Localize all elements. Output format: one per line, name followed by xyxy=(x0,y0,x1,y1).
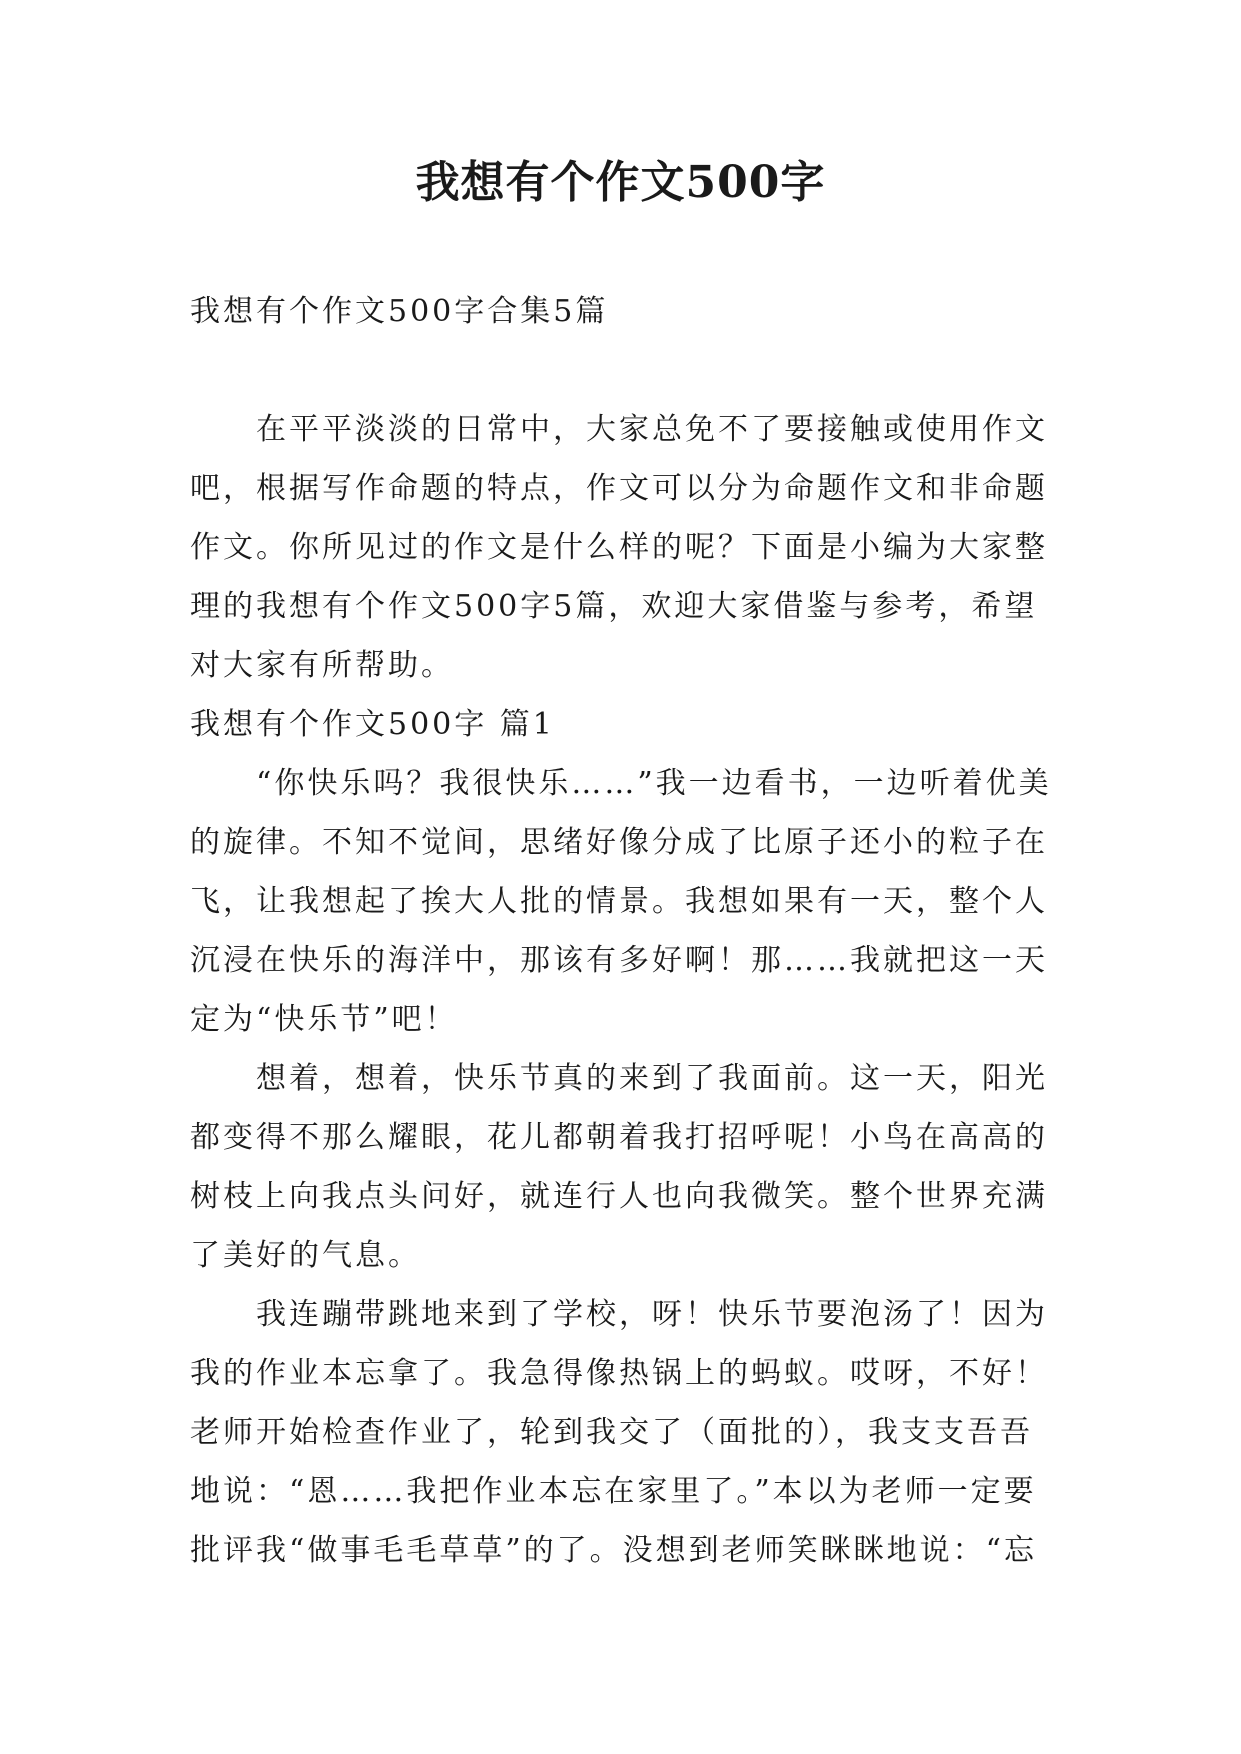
document-body xyxy=(190,282,1060,1580)
body-paragraph: 我连蹦带跳地来到了学校，呀！快乐节要泡汤了！因为我的作业本忘拿了。我急得像热锅上的蚂蚁。哎呀，不好！老师开始检查作业了，轮到我交了（面批的），我支支吾吾地说：“恩……我把作业本忘在家里了。”本以为老师一定要批评我“做事毛毛草草”的了。没想到老师笑眯眯地说：“忘 xyxy=(190,1297,1048,1568)
body-paragraph: 想着，想着，快乐节真的来到了我面前。这一天，阳光都变得不那么耀眼，花儿都朝着我打招呼呢！小鸟在高高的树枝上向我点头问好，就连行人也向我微笑。整个世界充满了美好的气息。 xyxy=(190,1061,1048,1273)
document-subtitle: 我想有个作文500字合集5篇 xyxy=(190,294,609,329)
intro-paragraph: 在平平淡淡的日常中，大家总免不了要接触或使用作文吧，根据写作命题的特点，作文可以分为命题作文和非命题作文。你所见过的作文是什么样的呢？下面是小编为大家整理的我想有个作文500字5篇，欢迎大家借鉴与参考，希望对大家有所帮助。 xyxy=(190,412,1048,683)
section-heading: 我想有个作文500字 篇1 xyxy=(190,707,555,742)
body-paragraph: “你快乐吗？我很快乐……”我一边看书，一边听着优美的旋律。不知不觉间，思绪好像分成了比原子还小的粒子在飞，让我想起了挨大人批的情景。我想如果有一天，整个人沉浸在快乐的海洋中，那该有多好啊！那……我就把这一天定为“快乐节”吧！ xyxy=(190,766,1052,1037)
document-title: 我想有个作文500字 xyxy=(415,157,826,208)
